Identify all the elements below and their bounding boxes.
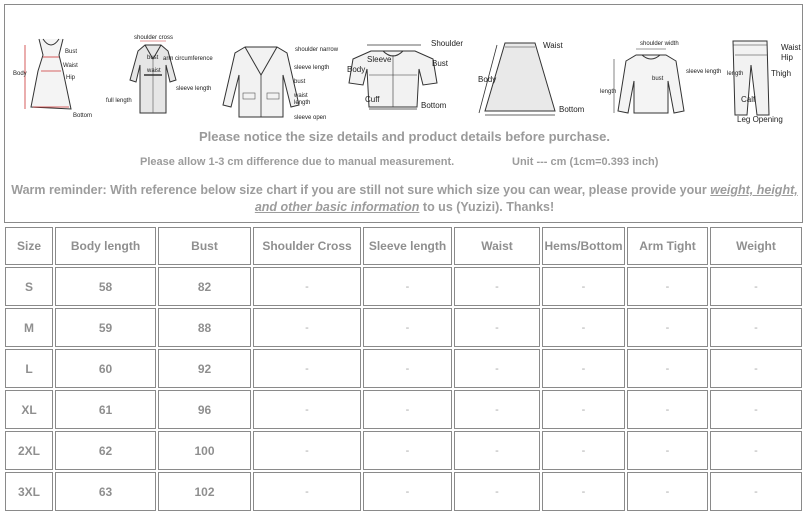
cell-hems-bottom: - bbox=[542, 431, 625, 470]
sweatshirt-diagram bbox=[598, 35, 720, 127]
header-shoulder-cross: Shoulder Cross bbox=[253, 227, 361, 265]
blazer-label-sleeve-open: sleeve open bbox=[294, 115, 327, 121]
cell-body-length: 62 bbox=[55, 431, 156, 470]
cell-waist: - bbox=[454, 431, 540, 470]
cell-shoulder-cross: - bbox=[253, 308, 361, 347]
pants-label-hip: Hip bbox=[781, 53, 794, 62]
blazer-label-waist-length: waist length bbox=[294, 93, 311, 106]
table-row bbox=[5, 267, 802, 306]
sweatshirt-label-length: length bbox=[600, 89, 617, 95]
cell-waist: - bbox=[454, 308, 540, 347]
top-label-shoulder: Shoulder bbox=[431, 39, 464, 48]
cell-body-length: 63 bbox=[55, 472, 156, 511]
coat-label-full-length: full length bbox=[106, 98, 132, 104]
cell-sleeve-length: - bbox=[363, 431, 452, 470]
warm-reminder bbox=[5, 182, 804, 216]
cell-bust: 102 bbox=[158, 472, 251, 511]
cell-weight: - bbox=[710, 308, 802, 347]
sweatshirt-label-shoulder-width: shoulder width bbox=[640, 41, 679, 47]
cell-size: L bbox=[5, 349, 53, 388]
cell-hems-bottom: - bbox=[542, 308, 625, 347]
size-info-panel bbox=[4, 4, 803, 223]
dress-label-bust: Bust bbox=[65, 49, 78, 55]
sweatshirt-label-sleeve-length: sleeve length bbox=[686, 69, 722, 75]
cell-bust: 96 bbox=[158, 390, 251, 429]
purchase-notice: Please notice the size details and product details before purchase. bbox=[198, 129, 611, 144]
top-label-sleeve: Sleeve bbox=[367, 55, 392, 64]
garment-diagrams bbox=[5, 35, 804, 130]
cell-body-length: 58 bbox=[55, 267, 156, 306]
cell-hems-bottom: - bbox=[542, 349, 625, 388]
cell-shoulder-cross: - bbox=[253, 472, 361, 511]
cell-sleeve-length: - bbox=[363, 390, 452, 429]
cell-weight: - bbox=[710, 472, 802, 511]
coat-illustration bbox=[100, 35, 215, 127]
cell-sleeve-length: - bbox=[363, 349, 452, 388]
cell-weight: - bbox=[710, 390, 802, 429]
pants-label-calf: Calf bbox=[741, 95, 756, 104]
cell-size: S bbox=[5, 267, 53, 306]
coat-label-arm-circumference: arm circumference bbox=[163, 56, 213, 62]
reminder-highlight: weight, height, and other basic information bbox=[254, 183, 798, 214]
cell-size: M bbox=[5, 308, 53, 347]
skirt-label-waist: Waist bbox=[543, 41, 563, 50]
coat-label-sleeve-length: sleeve length bbox=[176, 86, 212, 92]
dress-label-body: Body bbox=[13, 71, 27, 77]
dress-illustration bbox=[13, 35, 113, 125]
header-body-length: Body length bbox=[55, 227, 156, 265]
cell-waist: - bbox=[454, 472, 540, 511]
cell-weight: - bbox=[710, 349, 802, 388]
coat-label-shoulder-cross: shoulder cross bbox=[134, 35, 174, 41]
cell-waist: - bbox=[454, 267, 540, 306]
cropped-top-diagram bbox=[345, 35, 470, 127]
cell-shoulder-cross: - bbox=[253, 349, 361, 388]
cell-waist: - bbox=[454, 390, 540, 429]
measurement-tolerance-note: Please allow 1-3 cm difference due to manual measurement. bbox=[140, 156, 455, 168]
top-label-body: Body bbox=[347, 65, 366, 74]
cell-bust: 82 bbox=[158, 267, 251, 306]
top-label-bottom: Bottom bbox=[421, 101, 447, 110]
skirt-label-body: Body bbox=[478, 75, 497, 84]
cell-weight: - bbox=[710, 431, 802, 470]
skirt-diagram bbox=[475, 35, 595, 127]
cell-bust: 100 bbox=[158, 431, 251, 470]
reminder-prefix: Warm reminder: With reference below size chart if you are still not sure which size you can wear, please provide your bbox=[11, 183, 711, 197]
dress-label-bottom: Bottom bbox=[73, 113, 93, 119]
cell-hems-bottom: - bbox=[542, 267, 625, 306]
unit-note: Unit --- cm (1cm=0.393 inch) bbox=[512, 156, 659, 168]
dress-label-waist: Waist bbox=[63, 63, 78, 69]
header-waist: Waist bbox=[454, 227, 540, 265]
header-hems-bottom: Hems/Bottom bbox=[542, 227, 625, 265]
blazer-label-sleeve-length: sleeve length bbox=[294, 65, 330, 71]
cell-arm-tight: - bbox=[627, 267, 708, 306]
blazer-diagram bbox=[217, 35, 342, 127]
cell-arm-tight: - bbox=[627, 349, 708, 388]
cell-body-length: 61 bbox=[55, 390, 156, 429]
header-weight: Weight bbox=[710, 227, 802, 265]
cell-body-length: 60 bbox=[55, 349, 156, 388]
cell-shoulder-cross: - bbox=[253, 390, 361, 429]
header-sleeve-length: Sleeve length bbox=[363, 227, 452, 265]
table-row bbox=[5, 349, 802, 388]
coat-label-bust: bust bbox=[147, 55, 159, 61]
cell-arm-tight: - bbox=[627, 431, 708, 470]
top-label-cuff: Cuff bbox=[365, 95, 380, 104]
coat-label-waist: waist bbox=[147, 68, 161, 74]
cell-shoulder-cross: - bbox=[253, 431, 361, 470]
dress-diagram bbox=[13, 35, 113, 127]
size-table-header bbox=[5, 227, 802, 265]
dress-label-hip: Hip bbox=[66, 75, 76, 81]
cell-arm-tight: - bbox=[627, 472, 708, 511]
cell-weight: - bbox=[710, 267, 802, 306]
cell-arm-tight: - bbox=[627, 308, 708, 347]
table-row bbox=[5, 390, 802, 429]
cell-bust: 92 bbox=[158, 349, 251, 388]
cropped-top-illustration bbox=[345, 35, 470, 127]
cell-shoulder-cross: - bbox=[253, 267, 361, 306]
reminder-suffix: to us (Yuzizi). Thanks! bbox=[419, 200, 555, 214]
header-arm-tight: Arm Tight bbox=[627, 227, 708, 265]
header-size: Size bbox=[5, 227, 53, 265]
top-label-bust: Bust bbox=[432, 59, 449, 68]
coat-diagram bbox=[100, 35, 215, 127]
header-bust: Bust bbox=[158, 227, 251, 265]
blazer-label-shoulder-narrow: shoulder narrow bbox=[295, 47, 339, 53]
blazer-label-bust: bust bbox=[294, 79, 306, 85]
skirt-label-bottom: Bottom bbox=[559, 105, 585, 114]
pants-diagram bbox=[723, 35, 803, 127]
table-row bbox=[5, 308, 802, 347]
sweatshirt-label-bust: bust bbox=[652, 76, 664, 82]
cell-hems-bottom: - bbox=[542, 472, 625, 511]
cell-sleeve-length: - bbox=[363, 267, 452, 306]
cell-sleeve-length: - bbox=[363, 308, 452, 347]
pants-label-length: length bbox=[727, 71, 744, 77]
table-row bbox=[5, 472, 802, 511]
cell-size: 2XL bbox=[5, 431, 53, 470]
pants-label-leg-opening: Leg Opening bbox=[737, 115, 783, 124]
cell-body-length: 59 bbox=[55, 308, 156, 347]
pants-label-waist: Waist bbox=[781, 43, 801, 52]
table-row bbox=[5, 431, 802, 470]
size-table bbox=[3, 225, 804, 513]
pants-label-thigh: Thigh bbox=[771, 69, 792, 78]
cell-size: XL bbox=[5, 390, 53, 429]
cell-arm-tight: - bbox=[627, 390, 708, 429]
cell-sleeve-length: - bbox=[363, 472, 452, 511]
cell-size: 3XL bbox=[5, 472, 53, 511]
cell-hems-bottom: - bbox=[542, 390, 625, 429]
cell-bust: 88 bbox=[158, 308, 251, 347]
cell-waist: - bbox=[454, 349, 540, 388]
